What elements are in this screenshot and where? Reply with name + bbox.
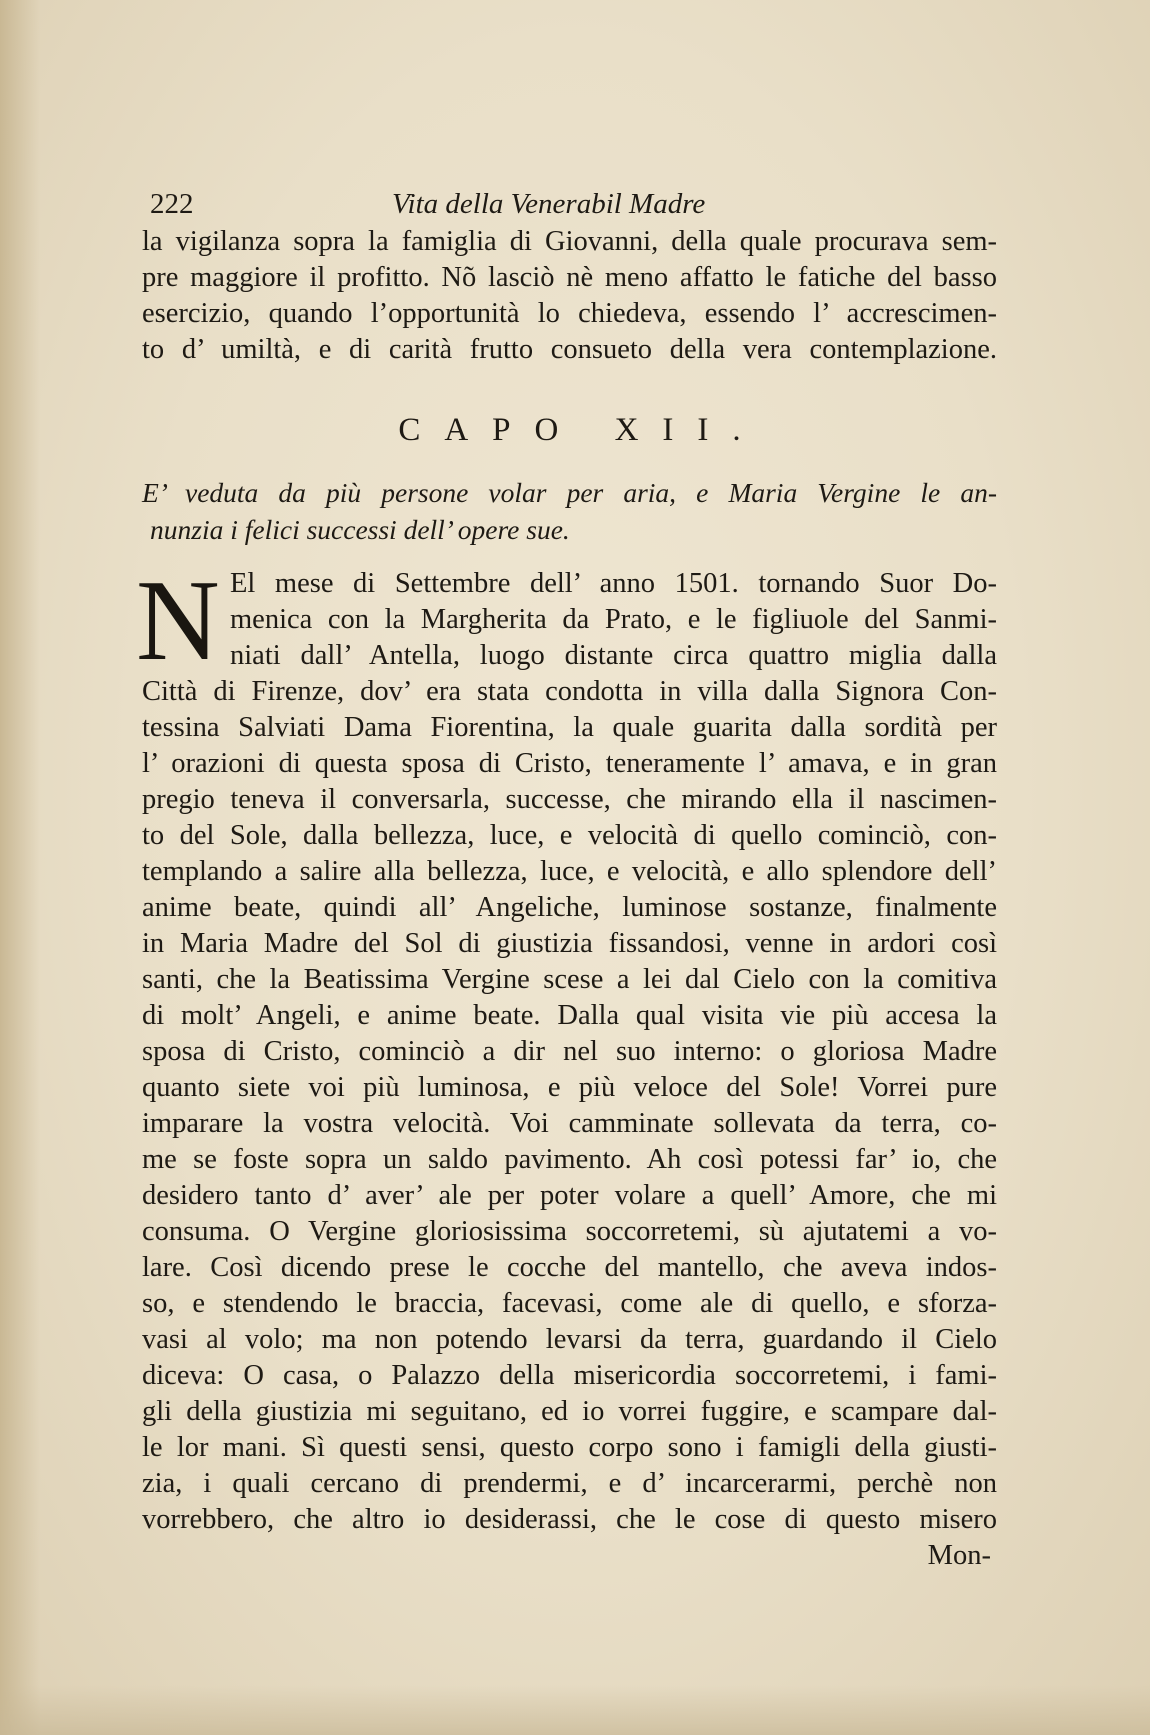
text-line: templando a salire alla bellezza, luce, e velocità, e allo splendore dell’ — [142, 856, 997, 887]
text-line: El mese di Settembre dell’ anno 1501. tornando Suor Do- — [230, 568, 997, 599]
catchword: Mon- — [927, 1540, 991, 1571]
text-line: gli della giustizia mi seguitano, ed io vorrei fuggire, e scampare dal- — [142, 1396, 997, 1427]
text-line: zia, i quali cercano di prendermi, e d’ incarcerarmi, perchè non — [142, 1468, 997, 1499]
text-line: tessina Salviati Dama Fiorentina, la quale guarita dalla sordità per — [142, 712, 997, 743]
text-line: Città di Firenze, dov’ era stata condotta in villa dalla Signora Con- — [142, 676, 997, 707]
intro-paragraph — [142, 224, 997, 368]
text-line: vorrebbero, che altro io desiderassi, che le cose di questo misero — [142, 1504, 997, 1535]
text-line: le lor mani. Sì questi sensi, questo corpo sono i famigli della giusti- — [142, 1432, 997, 1463]
text-line: niati dall’ Antella, luogo distante circa quattro miglia dalla — [230, 640, 997, 671]
subtitle-line: E’ veduta da più persone volar per aria, e Maria Vergine le an- — [142, 477, 997, 508]
text-line: quanto siete voi più luminosa, e più veloce del Sole! Vorrei pure — [142, 1072, 997, 1103]
text-line: consuma. O Vergine gloriosissima soccorretemi, sù ajutatemi a vo- — [142, 1216, 997, 1247]
text-line: menica con la Margherita da Prato, e le figliuole del Sanmi- — [230, 604, 997, 635]
chapter-heading: CAPO XII. — [398, 412, 765, 448]
text-line: diceva: O casa, o Palazzo della misericordia soccorretemi, i fami- — [142, 1360, 997, 1391]
text-line: di molt’ Angeli, e anime beate. Dalla qual visita vie più accesa la — [142, 1000, 997, 1031]
text-line: imparare la vostra velocità. Voi camminate sollevata da terra, co- — [142, 1108, 997, 1139]
text-line: to d’ umiltà, e di carità frutto consueto della vera contemplazione. — [142, 334, 997, 365]
page-edge-shadow — [0, 0, 40, 1735]
text-line: esercizio, quando l’opportunità lo chiedeva, essendo l’ accrescimen- — [142, 298, 997, 329]
text-line: la vigilanza sopra la famiglia di Giovanni, della quale procurava sem- — [142, 226, 997, 257]
text-block — [136, 188, 997, 1574]
text-line: vasi al volo; ma non potendo levarsi da terra, guardando il Cielo — [142, 1324, 997, 1355]
text-line: anime beate, quindi all’ Angeliche, luminose sostanze, finalmente — [142, 892, 997, 923]
running-head — [142, 188, 997, 224]
text-line: me se foste sopra un saldo pavimento. Ah così potessi far’ io, che — [142, 1144, 997, 1175]
subtitle-line: nunzia i felici successi dell’ opere sue. — [150, 514, 570, 545]
page-bottom-shadow — [0, 1685, 1150, 1735]
text-line: so, e stendendo le braccia, facevasi, come ale di quello, e sforza- — [142, 1288, 997, 1319]
text-line: l’ orazioni di questa sposa di Cristo, teneramente l’ amava, e in gran — [142, 748, 997, 779]
text-line: lare. Così dicendo prese le cocche del mantello, che aveva indos- — [142, 1252, 997, 1283]
text-line: in Maria Madre del Sol di giustizia fissandosi, venne in ardori così — [142, 928, 997, 959]
text-line: to del Sole, dalla bellezza, luce, e velocità di quello cominciò, con- — [142, 820, 997, 851]
text-line: santi, che la Beatissima Vergine scese a lei dal Cielo con la comitiva — [142, 964, 997, 995]
page-number: 222 — [150, 188, 194, 220]
drop-cap: N — [136, 557, 220, 685]
text-line: pre maggiore il profitto. Nõ lasciò nè meno affatto le fatiche del basso — [142, 262, 997, 293]
text-line: pregio teneva il conversarla, successe, che mirando ella il nascimen- — [142, 784, 997, 815]
running-title: Vita della Venerabil Madre — [392, 188, 706, 220]
chapter-subtitle — [142, 474, 997, 548]
text-line: sposa di Cristo, cominciò a dir nel suo interno: o gloriosa Madre — [142, 1036, 997, 1067]
text-line: desidero tanto d’ aver’ ale per poter volare a quell’ Amore, che mi — [142, 1180, 997, 1211]
body-paragraph — [136, 557, 997, 1574]
